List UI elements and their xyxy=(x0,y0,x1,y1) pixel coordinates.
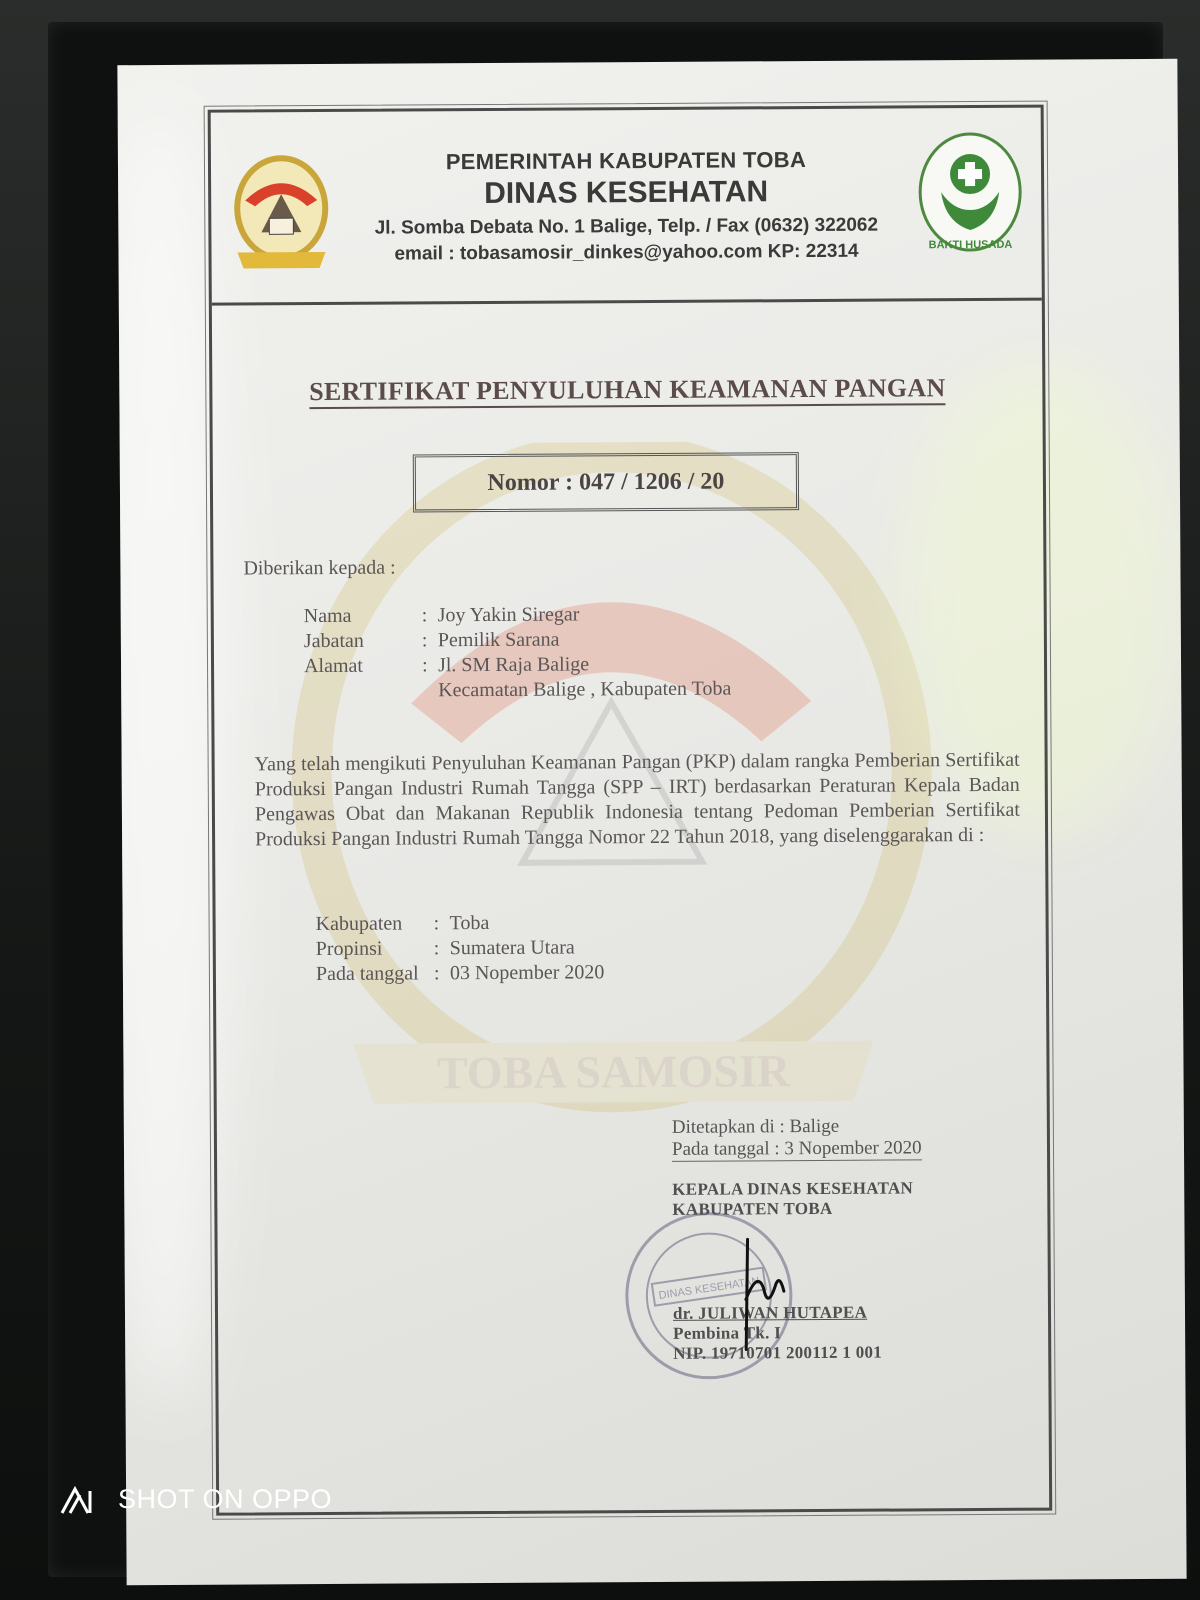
stamp-text: DINAS KESEHATAN xyxy=(657,1275,761,1302)
office-title-1: KEPALA DINAS KESEHATAN xyxy=(672,1178,914,1199)
location-row xyxy=(316,910,605,937)
separator: : xyxy=(433,962,440,985)
recipient-label: Jabatan xyxy=(303,629,364,653)
letterhead xyxy=(211,108,1042,306)
letterhead-address: Jl. Somba Debata No. 1 Balige, Telp. / Fax (0632) 322062 xyxy=(374,214,879,239)
certificate-title-text: SERTIFIKAT PENYULUHAN KEAMANAN PANGAN xyxy=(309,373,946,409)
given-to-label: Diberikan kepada : xyxy=(243,556,396,580)
certificate-border xyxy=(208,105,1053,1516)
separator: : xyxy=(421,629,428,652)
regency-crest-icon xyxy=(231,152,332,273)
handwritten-signature xyxy=(717,1229,808,1360)
location-value: 03 Nopember 2020 xyxy=(449,961,605,985)
recipient-value: Joy Yakin Siregar xyxy=(437,603,580,627)
letterhead-email: email : tobasamosir_dinkes@yahoo.com KP: 22314 xyxy=(394,240,859,265)
recipient-label: Nama xyxy=(303,604,352,628)
signature-date: Pada tanggal : 3 Nopember 2020 xyxy=(671,1137,922,1160)
location-value: Toba xyxy=(449,911,490,935)
recipient-label: Alamat xyxy=(303,654,363,678)
spacer xyxy=(304,678,422,704)
address-line-2: Kecamatan Balige , Kabupaten Toba xyxy=(438,677,732,702)
watermark-text: TOBA SAMOSIR xyxy=(436,1045,791,1099)
recipient-value: Jl. SM Raja Balige xyxy=(437,653,590,677)
location-label: Pada tanggal xyxy=(315,962,419,986)
signatory-name: dr. JULIWAN HUTAPEA xyxy=(672,1302,868,1323)
spacer xyxy=(422,678,438,703)
recipient-value: Pemilik Sarana xyxy=(437,628,560,652)
certificate-number: Nomor : 047 / 1206 / 20 xyxy=(413,452,799,512)
camera-watermark-text: SHOT ON OPPO xyxy=(118,1484,333,1514)
frame-inner-border xyxy=(48,22,1163,1577)
letterhead-department: DINAS KESEHATAN xyxy=(484,175,769,211)
camera-watermark xyxy=(60,1484,332,1515)
bakti-husada-text: BAKTI HUSADA xyxy=(928,238,1013,252)
certificate-title xyxy=(212,373,1042,408)
location-row xyxy=(316,935,605,962)
separator: : xyxy=(421,604,428,627)
recipient-info xyxy=(304,602,732,705)
office-title-2: KABUPATEN TOBA xyxy=(672,1198,833,1219)
separator: : xyxy=(433,937,440,960)
certificate-paragraph: Yang telah mengikuti Penyuluhan Keamanan Pangan (PKP) dalam rangka Pemberian Sertifikat Produksi Pangan Industri Rumah Tangga (SPP – IRT) berdasarkan Peraturan Kepala Badan Pengawas Obat dan Makanan Republik Indonesia tentang Pedoman Pemberian Sertifikat Produksi Pangan Industri Rumah Tangga Nomor 22 Tahun 2018, yang diselenggarakan di : xyxy=(254,748,1020,851)
signatory-rank: Pembina Tk. I xyxy=(673,1323,782,1343)
recipient-row xyxy=(304,627,731,655)
letterhead-government: PEMERINTAH KABUPATEN TOBA xyxy=(445,147,807,175)
location-label: Kabupaten xyxy=(315,912,403,936)
recipient-row xyxy=(304,602,731,630)
location-value: Sumatera Utara xyxy=(449,936,575,960)
event-location xyxy=(316,910,605,987)
recipient-row xyxy=(304,652,731,680)
bakti-husada-logo-icon xyxy=(915,130,1026,261)
separator: : xyxy=(421,654,428,677)
separator: : xyxy=(433,912,440,935)
recipient-row xyxy=(304,677,731,705)
set-at-line: Ditetapkan di : Balige xyxy=(671,1115,840,1138)
certificate-paper xyxy=(117,59,1186,1585)
location-row xyxy=(316,960,605,987)
location-label: Propinsi xyxy=(315,937,383,961)
oppo-ai-logo-icon xyxy=(60,1485,106,1515)
spacer xyxy=(672,1160,922,1180)
signatory-nip: NIP. 19710701 200112 1 001 xyxy=(673,1342,883,1363)
